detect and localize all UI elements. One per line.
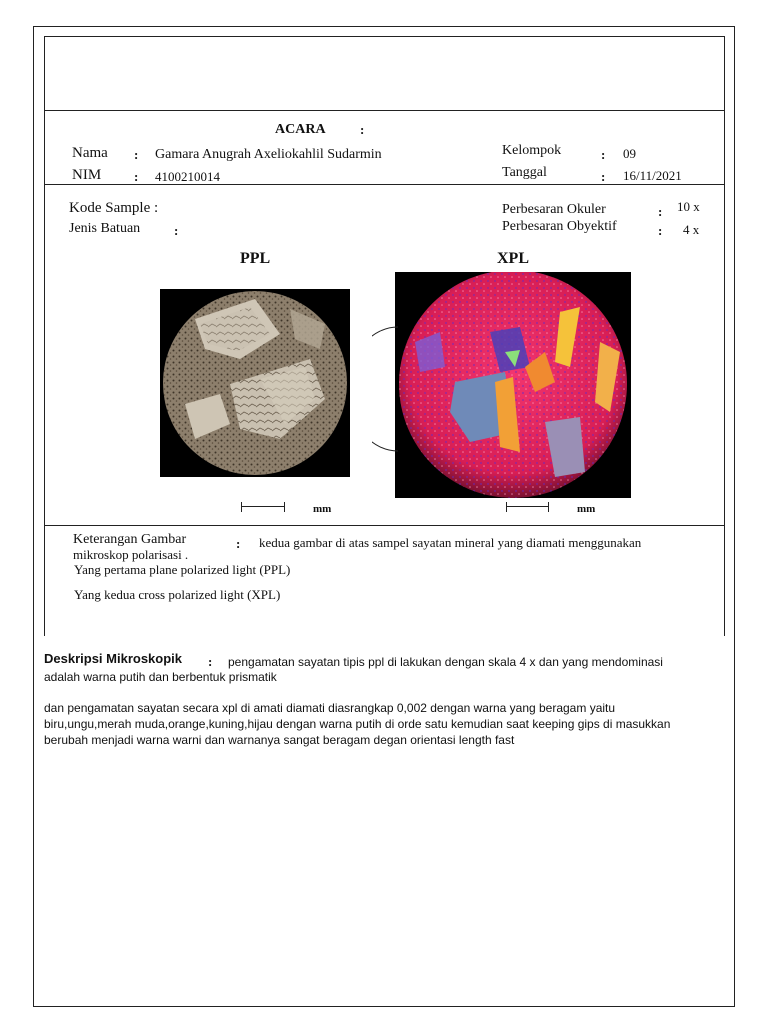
keterangan-text-line1: kedua gambar di atas sampel sayatan mineral yang diamati menggunakan [259,535,642,550]
xpl-title: XPL [497,250,529,267]
acara-label: ACARA [275,122,326,137]
nama-colon: : [134,147,139,162]
keterangan-line-xpl: Yang kedua cross polarized light (XPL) [74,587,281,602]
deskripsi-p1-line2: adalah warna putih dan berbentuk prismatik [44,670,277,684]
nama-label: Nama [72,145,108,161]
xpl-scale-unit: mm [577,503,596,515]
kelompok-colon: : [601,147,606,162]
deskripsi-label: Deskripsi Mikroskopik [44,651,182,666]
nama-value: Gamara Anugrah Axeliokahlil Sudarmin [155,147,382,162]
acara-colon: : [360,122,365,137]
jenis-batuan-colon: : [174,223,179,238]
obyektif-label: Perbesaran Obyektif [502,219,617,234]
kelompok-label: Kelompok [502,143,562,158]
ppl-scale-bar [241,502,285,512]
nim-label: NIM [72,167,102,183]
divider-images [44,525,725,526]
kelompok-value: 09 [623,146,636,161]
keterangan-line-ppl: Yang pertama plane polarized light (PPL) [74,562,291,577]
deskripsi-p2-line3: berubah menjadi warna warni dan warnanya sangat beragam degan orientasi length fast [44,733,515,747]
connector-arc [372,325,400,453]
keterangan-label: Keterangan Gambar [73,532,187,547]
okuler-value: 10 x [677,199,700,214]
jenis-batuan-label: Jenis Batuan [69,221,141,236]
xpl-micrograph-image [395,272,631,498]
kode-sample-label: Kode Sample : [69,200,159,216]
nim-colon: : [134,169,139,184]
divider-info [44,184,725,185]
header-box [44,36,725,111]
deskripsi-colon: : [208,654,213,669]
obyektif-colon: : [658,223,663,238]
okuler-label: Perbesaran Okuler [502,202,606,217]
deskripsi-p2-line2: biru,ungu,merah muda,orange,kuning,hijau dengan warna putih di orde satu kemudian saat keeping gips di masukkan [44,717,671,731]
xpl-scale-bar [506,502,549,512]
left-border [44,111,45,636]
tanggal-colon: : [601,169,606,184]
tanggal-label: Tanggal [502,165,547,180]
obyektif-value: 4 x [683,222,700,237]
deskripsi-p1-line1: pengamatan sayatan tipis ppl di lakukan dengan skala 4 x dan yang mendominasi [228,655,663,669]
tanggal-value: 16/11/2021 [623,168,682,183]
deskripsi-p2-line1: dan pengamatan sayatan secara xpl di amati diamati diasrangkap 0,002 dengan warna yang beragam yaitu [44,701,616,715]
right-border [724,111,725,636]
ppl-scale-unit: mm [313,503,332,515]
keterangan-text-line2: mikroskop polarisasi . [73,547,189,562]
nim-value: 4100210014 [155,169,220,184]
okuler-colon: : [658,204,663,219]
keterangan-colon: : [236,536,241,551]
ppl-micrograph-image [160,289,350,477]
ppl-title: PPL [240,250,271,267]
